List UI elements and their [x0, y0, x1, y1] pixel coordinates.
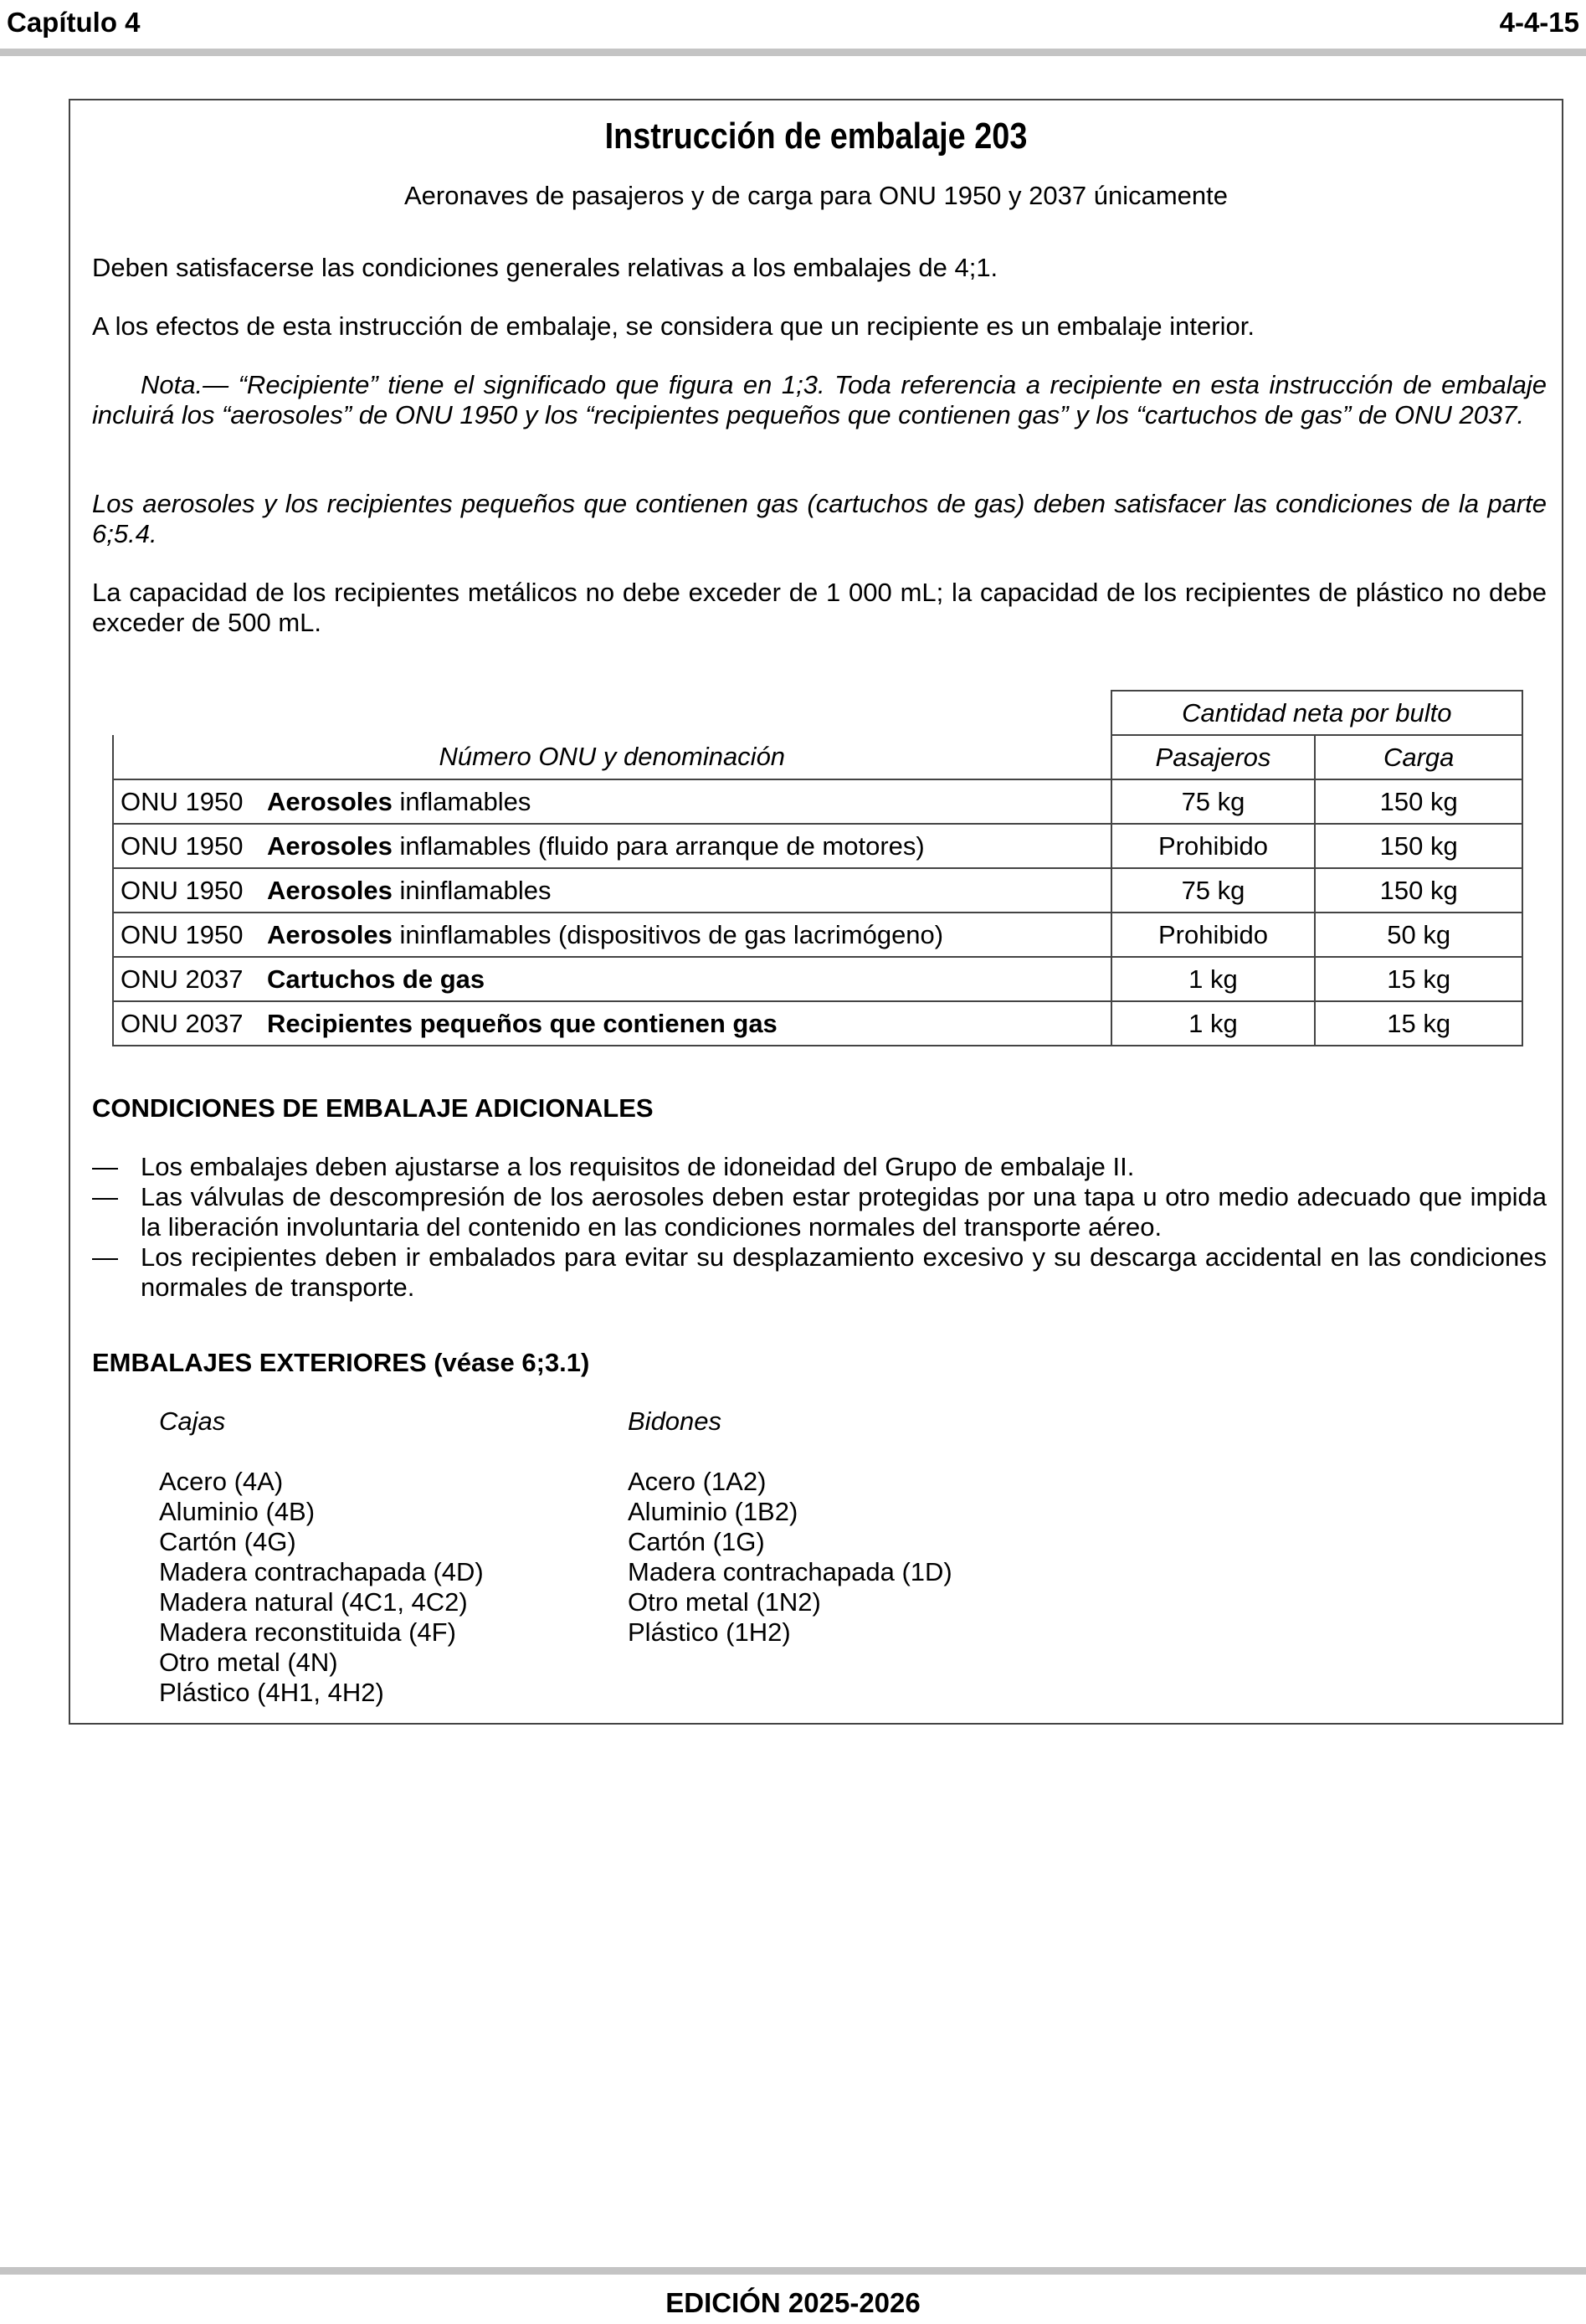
edition-footer: EDICIÓN 2025-2026: [665, 2287, 921, 2318]
shipping-name: Recipientes pequeños que contienen gas: [267, 1008, 778, 1038]
table-group-header-row: [113, 691, 1522, 735]
passengers-quantity: 75 kg: [1111, 868, 1316, 913]
un-number: ONU 1950: [121, 875, 244, 905]
paragraph-aerosols-conditions: Los aerosoles y los recipientes pequeños que contienen gas (cartuchos de gas) deben satisfacer las condiciones de la parte 6;5.4.: [92, 489, 1547, 548]
un-number: ONU 1950: [121, 830, 244, 861]
drums-header: Bidones: [628, 1406, 722, 1436]
drums-column: [628, 1406, 952, 1648]
list-item: Plástico (1H2): [628, 1617, 791, 1647]
em-dash: —: [92, 1182, 118, 1211]
table-row: [113, 779, 1522, 824]
list-item-text: Los embalajes deben ajustarse a los requisitos de idoneidad del Grupo de embalaje II.: [141, 1152, 1135, 1181]
cargo-quantity: 150 kg: [1315, 824, 1522, 868]
passengers-quantity: 1 kg: [1111, 957, 1316, 1001]
shipping-name-detail: inflamables (fluido para arranque de motores): [392, 830, 925, 861]
list-item: Acero (4A): [159, 1467, 284, 1496]
un-number: ONU 1950: [121, 786, 244, 816]
instruction-subtitle: Aeronaves de pasajeros y de carga para ONU 1950 y 2037 únicamente: [404, 181, 1228, 210]
list-item: Cartón (1G): [628, 1527, 765, 1556]
shipping-name: Cartuchos de gas: [267, 964, 485, 994]
cargo-quantity: 50 kg: [1315, 913, 1522, 957]
em-dash: —: [92, 1242, 118, 1272]
list-item: [92, 1152, 1547, 1182]
un-number: ONU 2037: [121, 964, 244, 994]
outer-packagings-heading: EMBALAJES EXTERIORES (véase 6;3.1): [92, 1348, 590, 1377]
header-rule: [0, 49, 1586, 56]
un-name-cell: [113, 868, 1111, 913]
list-item: [92, 1242, 1547, 1303]
un-name-cell: [113, 1001, 1111, 1046]
list-item: Acero (1A2): [628, 1467, 767, 1496]
table-column-header-row: [113, 735, 1522, 779]
list-item: Plástico (4H1, 4H2): [159, 1678, 384, 1707]
table-blank-corner: [113, 691, 1111, 735]
list-item: Aluminio (4B): [159, 1497, 316, 1526]
instruction-title: Instrucción de embalaje 203: [604, 116, 1028, 157]
quantity-table: [112, 690, 1523, 1046]
table-row: [113, 1001, 1522, 1046]
list-item: [92, 1182, 1547, 1242]
cargo-header: Carga: [1315, 735, 1522, 779]
list-item: Madera contrachapada (1D): [628, 1557, 952, 1586]
shipping-name: Aerosoles: [267, 830, 393, 861]
note-paragraph: Nota.— “Recipiente” tiene el significado que figura en 1;3. Toda referencia a recipiente en esta instrucción de embalaje incluirá los “aerosoles” de ONU 1950 y los “recipientes pequeños que contienen gas” y los “cartuchos de gas” de ONU 2037.: [92, 370, 1547, 429]
shipping-name: Aerosoles: [267, 786, 393, 816]
list-item-text: Las válvulas de descompresión de los aerosoles deben estar protegidas por una tapa u otro medio adecuado que impida la liberación involuntaria del contenido en las condiciones normales del transporte aéreo.: [141, 1182, 1547, 1242]
em-dash: —: [92, 1152, 118, 1181]
shipping-name-detail: ininflamables (dispositivos de gas lacrimógeno): [392, 919, 944, 949]
boxes-column: [159, 1406, 484, 1708]
paragraph-capacity-limits: La capacidad de los recipientes metálicos no debe exceder de 1 000 mL; la capacidad de los recipientes de plástico no debe exceder de 500 mL.: [92, 578, 1547, 637]
list-item: Aluminio (1B2): [628, 1497, 798, 1526]
un-name-cell: [113, 824, 1111, 868]
table-row: [113, 868, 1522, 913]
instruction-frame: [69, 99, 1563, 1725]
shipping-name-detail: ininflamables: [392, 875, 552, 905]
un-number: ONU 1950: [121, 919, 244, 949]
passengers-quantity: Prohibido: [1111, 824, 1316, 868]
list-item: Madera natural (4C1, 4C2): [159, 1587, 468, 1617]
table-row: [113, 913, 1522, 957]
net-quantity-header: Cantidad neta por bulto: [1111, 691, 1522, 735]
list-item: Madera reconstituida (4F): [159, 1617, 456, 1647]
list-item: Otro metal (4N): [159, 1648, 338, 1677]
additional-conditions-heading: CONDICIONES DE EMBALAJE ADICIONALES: [92, 1093, 654, 1123]
cargo-quantity: 15 kg: [1315, 957, 1522, 1001]
list-item: Madera contrachapada (4D): [159, 1557, 484, 1586]
paragraph-receptacle-definition: A los efectos de esta instrucción de embalaje, se considera que un recipiente es un embalaje interior.: [92, 311, 1255, 341]
un-name-cell: [113, 779, 1111, 824]
passengers-header: Pasajeros: [1111, 735, 1316, 779]
shipping-name: Aerosoles: [267, 875, 393, 905]
un-number: ONU 2037: [121, 1008, 244, 1038]
footer-rule: [0, 2267, 1586, 2275]
un-name-cell: [113, 913, 1111, 957]
chapter-label: Capítulo 4: [7, 7, 141, 38]
passengers-quantity: Prohibido: [1111, 913, 1316, 957]
cargo-quantity: 150 kg: [1315, 868, 1522, 913]
shipping-name: Aerosoles: [267, 919, 393, 949]
boxes-header: Cajas: [159, 1406, 226, 1436]
table-row: [113, 824, 1522, 868]
cargo-quantity: 150 kg: [1315, 779, 1522, 824]
list-item: Otro metal (1N2): [628, 1587, 821, 1617]
un-name-cell: [113, 957, 1111, 1001]
cargo-quantity: 15 kg: [1315, 1001, 1522, 1046]
un-name-header: Número ONU y denominación: [113, 735, 1111, 779]
passengers-quantity: 1 kg: [1111, 1001, 1316, 1046]
list-item-text: Los recipientes deben ir embalados para evitar su desplazamiento excesivo y su descarga accidental en las condiciones normales de transporte.: [141, 1242, 1547, 1302]
page-number: 4-4-15: [1499, 7, 1579, 38]
shipping-name-detail: inflamables: [392, 786, 531, 816]
paragraph-general-conditions: Deben satisfacerse las condiciones generales relativas a los embalajes de 4;1.: [92, 253, 998, 282]
passengers-quantity: 75 kg: [1111, 779, 1316, 824]
table-row: [113, 957, 1522, 1001]
list-item: Cartón (4G): [159, 1527, 296, 1556]
